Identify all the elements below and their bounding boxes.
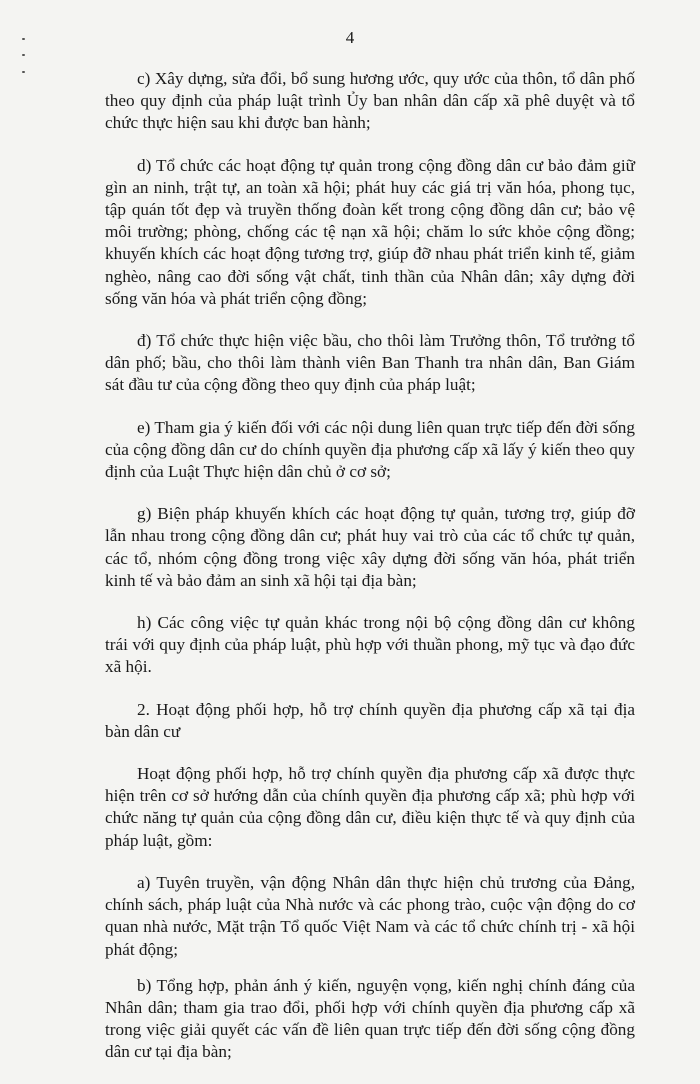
paragraph-b: b) Tổng hợp, phản ánh ý kiến, nguyện vọng, kiến nghị chính đáng của Nhân dân; tham gia trao đổi, phối hợp với chính quyền địa phương cấp xã trong việc giải quyết các vấn đề liên quan trực tiếp đến đời sống cộng đồng dân cư tại địa bàn; [105,975,635,1062]
page-number: 4 [345,28,355,47]
margin-mark [22,71,25,73]
document-body [105,68,635,1084]
paragraph-a: a) Tuyên truyền, vận động Nhân dân thực hiện chủ trương của Đảng, chính sách, pháp luật của Nhà nước và các phong trào, cuộc vận động do cơ quan nhà nước, Mặt trận Tổ quốc Việt Nam và các tổ chức chính trị - xã hội phát động; [105,872,635,959]
paragraph-g: g) Biện pháp khuyến khích các hoạt động tự quản, tương trợ, giúp đỡ lẫn nhau trong cộng đồng dân cư; phát huy vai trò của các tổ chức tự quản, các tổ, nhóm cộng đồng trong việc xây dựng đời sống văn hóa, phát triển kinh tế và bảo đảm an sinh xã hội tại địa bàn; [105,504,635,590]
paragraph-c: c) Xây dựng, sửa đổi, bổ sung hương ước, quy ước của thôn, tổ dân phố theo quy định của pháp luật trình Ủy ban nhân dân cấp xã phê duyệt và tổ chức thực hiện sau khi được ban hành; [105,69,635,133]
paragraph-e: e) Tham gia ý kiến đối với các nội dung liên quan trực tiếp đến đời sống của cộng đồng dân cư do chính quyền địa phương cấp xã lấy ý kiến theo quy định của Luật Thực hiện dân chủ ở cơ sở; [105,417,635,482]
paragraph-d: d) Tổ chức các hoạt động tự quản trong cộng đồng dân cư bảo đảm giữ gìn an ninh, trật tự, an toàn xã hội; phát huy các giá trị văn hóa, phong tục, tập quán tốt đẹp và truyền thống đoàn kết trong cộng đồng dân cư; bảo vệ môi trường; phòng, chống các tệ nạn xã hội; chăm lo sức khỏe cộng đồng; khuyến khích các hoạt động tương trợ, giúp đỡ nhau phát triển kinh tế, giảm nghèo, nâng cao đời sống vật chất, tinh thần của Nhân dân; xây dựng đời sống văn hóa và phát triển cộng đồng; [105,155,635,308]
paragraph-h: h) Các công việc tự quản khác trong nội bộ cộng đồng dân cư không trái với quy định của pháp luật, phù hợp với thuần phong, mỹ tục và đạo đức xã hội. [105,613,635,677]
margin-mark [22,54,25,56]
section-heading-2: 2. Hoạt động phối hợp, hỗ trợ chính quyền địa phương cấp xã tại địa bàn dân cư [105,699,635,741]
paragraph-dd: đ) Tổ chức thực hiện việc bầu, cho thôi làm Trưởng thôn, Tổ trưởng tổ dân phố; bầu, cho thôi làm thành viên Ban Thanh tra nhân dân, Ban Giám sát đầu tư của cộng đồng theo quy định của pháp luật; [105,331,635,395]
paragraph-intro: Hoạt động phối hợp, hỗ trợ chính quyền địa phương cấp xã được thực hiện trên cơ sở hướng dẫn của chính quyền địa phương cấp xã; phù hợp với chức năng tự quản của cộng đồng dân cư, điều kiện thực tế và quy định của pháp luật, gồm: [105,764,635,850]
